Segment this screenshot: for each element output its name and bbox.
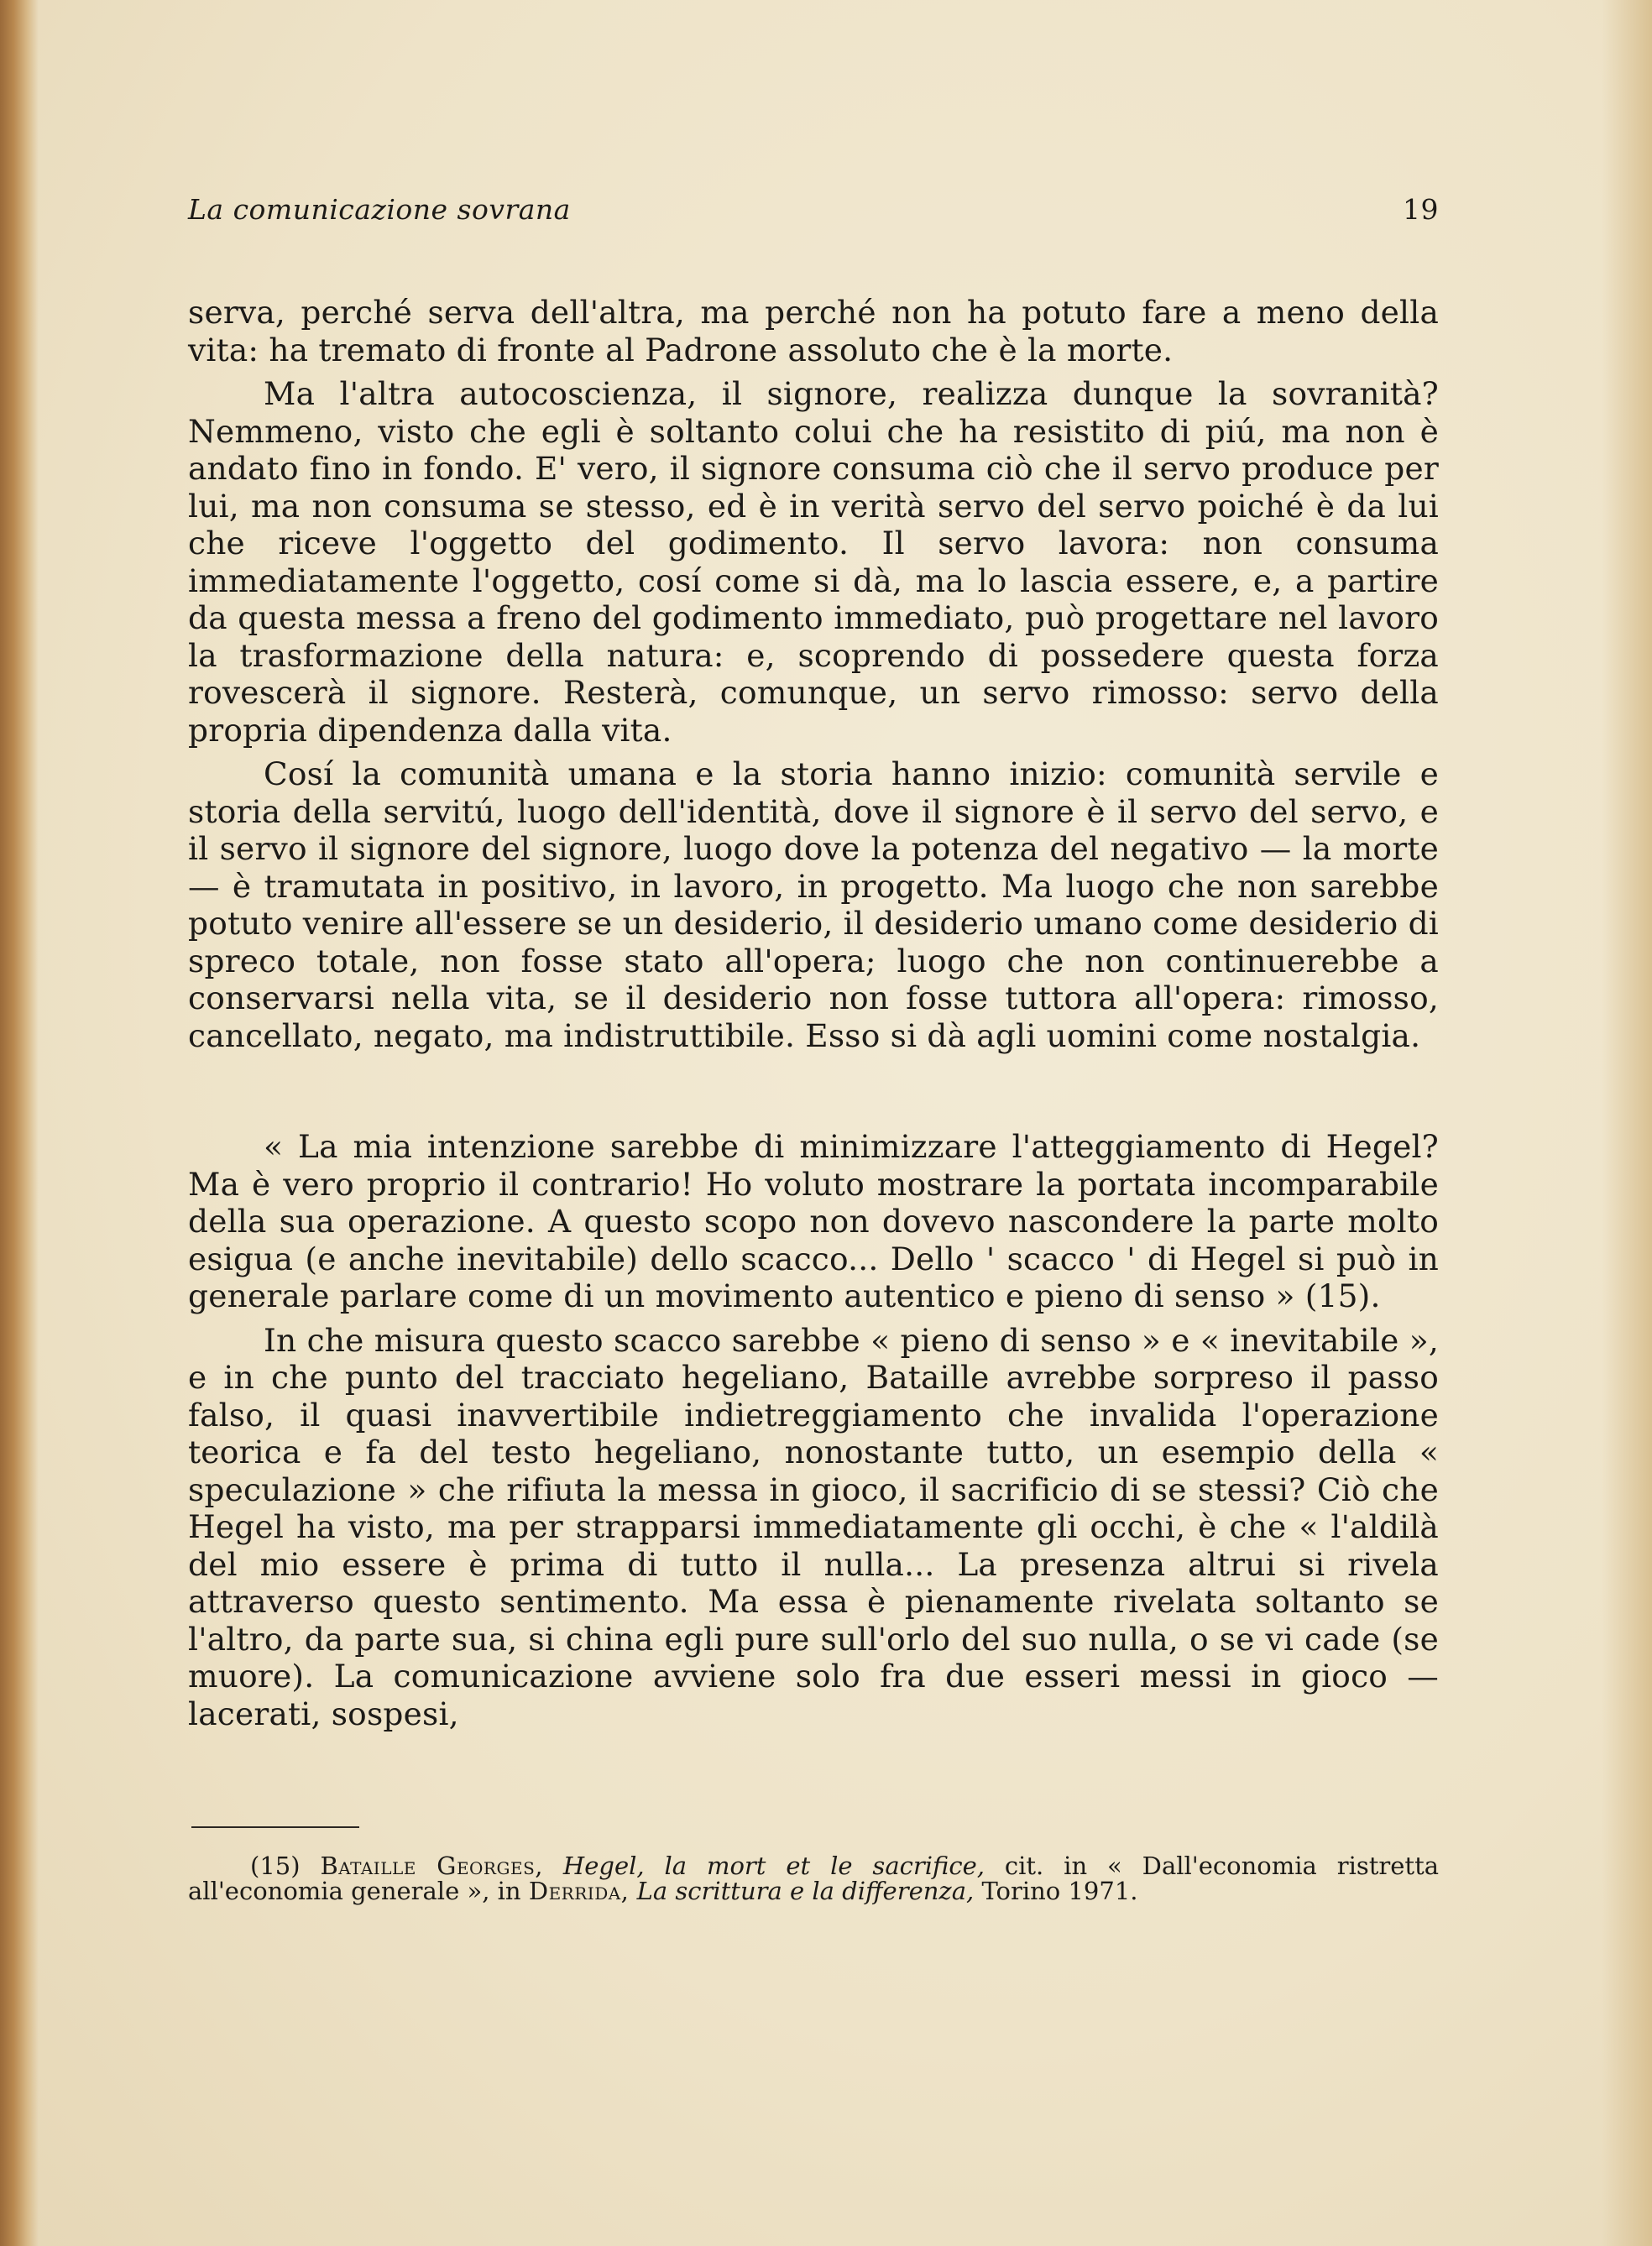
paragraph: In che misura questo scacco sarebbe « pieno di senso » e « inevitabile », e in che punto del tracciato hegeliano, Bataille avrebbe sorpreso il passo falso, il quasi inavvertibile indietreggiamento che invalida l'operazione teorica e fa del testo hegeliano, nonostante tutto, un esempio della « speculazione » che rifiuta la messa in gioco, il sacrificio di se stessi? Ciò che Hegel ha visto, ma per strapparsi immediatamente gli occhi, è che « l'aldilà del mio essere è prima di tutto il nulla... La presenza altrui si rivela attraverso questo sentimento. Ma essa è pienamente rivelata soltanto se l'altro, da parte sua, si china egli pure sull'orlo del suo nulla, o se vi cade (se muore). La comunicazione avviene solo fra due esseri messi in gioco — lacerati, sospesi,: [188, 1321, 1439, 1732]
page-spine-shadow: [0, 0, 39, 2246]
quotation-paragraph: « La mia intenzione sarebbe di minimizzare l'atteggiamento di Hegel? Ma è vero proprio il contrario! Ho voluto mostrare la portata incomparabile della sua operazione. A questo scopo non dovevo nascondere la parte molto esigua (e anche inevitabile) dello scacco... Dello ' scacco ' di Hegel si può in generale parlare come di un movimento autentico e pieno di senso » (15).: [188, 1128, 1439, 1314]
footnote-author: Bataille Georges,: [320, 1852, 543, 1880]
section-break: [188, 1054, 1439, 1128]
paragraph: Cosí la comunità umana e la storia hanno inizio: comunità servile e storia della servitú, luogo dell'identità, dove il signore è il servo del servo, e il servo il signore del signore, luogo dove la potenza del negativo — la morte — è tramutata in positivo, in lavoro, in progetto. Ma luogo che non sarebbe potuto venire all'essere se un desiderio, il desiderio umano come desiderio di spreco totale, non fosse stato all'opera; luogo che non continuerebbe a conservarsi nella vita, se il desiderio non fosse tuttora all'opera: rimosso, cancellato, negato, ma indistruttibile. Esso si dà agli uomini come nostalgia.: [188, 755, 1439, 1054]
paragraph: Ma l'altra autocoscienza, il signore, realizza dunque la sovranità? Nemmeno, visto che egli è soltanto colui che ha resistito di piú, ma non è andato fino in fondo. E' vero, il signore consuma ciò che il servo produce per lui, ma non consuma se stesso, ed è in verità servo del servo poiché è da lui che riceve l'oggetto del godimento. Il servo lavora: non consuma immediatamente l'oggetto, cosí come si dà, ma lo lascia essere, e, a partire da questa messa a freno del godimento immediato, può progettare nel lavoro la trasformazione della natura: e, scoprendo di possedere questa forza rovescerà il signore. Resterà, comunque, un servo rimosso: servo della propria dipendenza dalla vita.: [188, 375, 1439, 749]
running-head-title: La comunicazione sovrana: [188, 193, 571, 226]
footnote-publication: Torino 1971.: [981, 1877, 1138, 1905]
footnote-author-2: Derrida,: [528, 1877, 630, 1905]
footnote-number: (15): [250, 1852, 301, 1880]
footnote-citation: cit. in « Dall'economia ristretta all'economia generale », in: [188, 1852, 1440, 1905]
text-block: [188, 185, 1439, 1904]
footnote-divider: [191, 1826, 359, 1828]
body-text: [188, 294, 1439, 1732]
footnote-work-title: Hegel, la mort et le sacrifice,: [562, 1852, 985, 1880]
paragraph-continuation: serva, perché serva dell'altra, ma perché non ha potuto fare a meno della vita: ha tremato di fronte al Padrone assoluto che è la morte.: [188, 294, 1439, 368]
footnote-work-title-2: La scrittura e la differenza,: [636, 1877, 975, 1905]
page-number: 19: [1403, 193, 1439, 226]
page-edge-shading: [1602, 0, 1652, 2246]
footnote: [188, 1853, 1439, 1904]
running-head: [188, 185, 1439, 235]
